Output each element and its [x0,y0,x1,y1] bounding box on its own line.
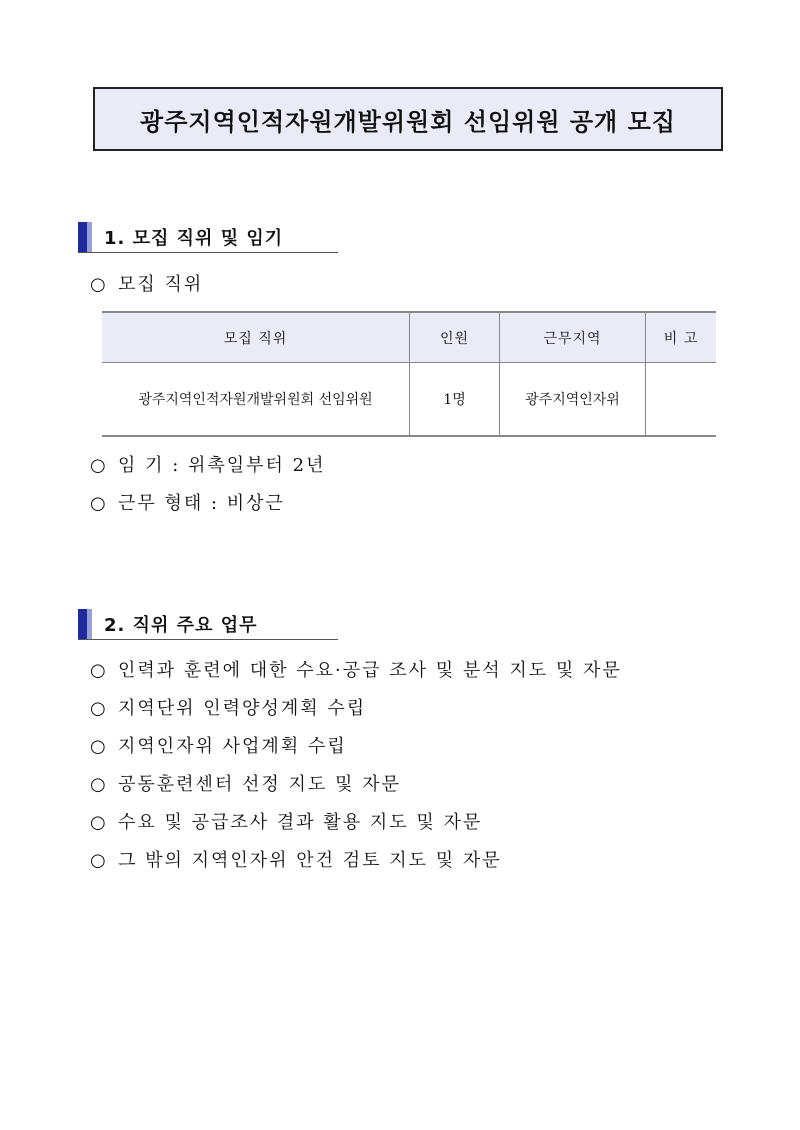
table-header-cell: 모집 직위 [102,312,410,363]
bullet-mark: ○ [90,736,108,757]
bullet-mark: ○ [90,660,108,681]
duty-text: 지역인자위 사업계획 수립 [118,736,347,757]
table-cell [646,363,717,437]
section-marker-accent [87,222,92,252]
bullet-position [90,270,203,296]
section-marker-bar [78,222,87,252]
duty-text: 지역단위 인력양성계획 수립 [118,698,367,719]
table-header-cell: 인원 [410,312,500,363]
bullet-mark: ○ [90,493,108,514]
duty-item [90,770,401,796]
table-header-cell: 근무지역 [500,312,646,363]
duty-item [90,732,347,758]
bullet-term-text: 임 기 : 위촉일부터 2년 [118,455,326,476]
duty-item [90,808,482,834]
duty-text: 수요 및 공급조사 결과 활용 지도 및 자문 [118,812,483,833]
section-1-title: 1. 모집 직위 및 임기 [104,228,284,249]
bullet-term [90,451,326,477]
bullet-position-text: 모집 직위 [118,274,204,295]
bullet-work-type-text: 근무 형태 : 비상근 [118,493,285,514]
duty-text: 그 밖의 지역인자위 안건 검토 지도 및 자문 [118,850,502,871]
duty-text: 공동훈련센터 선정 지도 및 자문 [118,774,401,795]
position-table [102,311,716,437]
section-1-heading [78,222,338,253]
table-header-cell: 비 고 [646,312,717,363]
duty-item [90,694,366,720]
bullet-mark: ○ [90,455,108,476]
duty-item [90,846,502,872]
table-cell: 광주지역인적자원개발위원회 선임위원 [102,363,410,437]
section-marker-bar [78,609,87,639]
table-cell: 1명 [410,363,500,437]
section-2-heading [78,609,338,640]
bullet-mark: ○ [90,850,108,871]
table-row [102,363,716,437]
document-title-text: 광주지역인적자원개발위원회 선임위원 공개 모집 [140,107,676,136]
bullet-mark: ○ [90,698,108,719]
bullet-mark: ○ [90,812,108,833]
bullet-mark: ○ [90,274,108,295]
section-2-title: 2. 직위 주요 업무 [104,615,258,636]
table-cell: 광주지역인자위 [500,363,646,437]
table-header-row [102,312,716,363]
section-marker-accent [87,609,92,639]
document-title [93,87,723,151]
bullet-work-type [90,489,285,515]
duty-text: 인력과 훈련에 대한 수요·공급 조사 및 분석 지도 및 자문 [118,660,622,681]
bullet-mark: ○ [90,774,108,795]
duty-item [90,656,622,682]
